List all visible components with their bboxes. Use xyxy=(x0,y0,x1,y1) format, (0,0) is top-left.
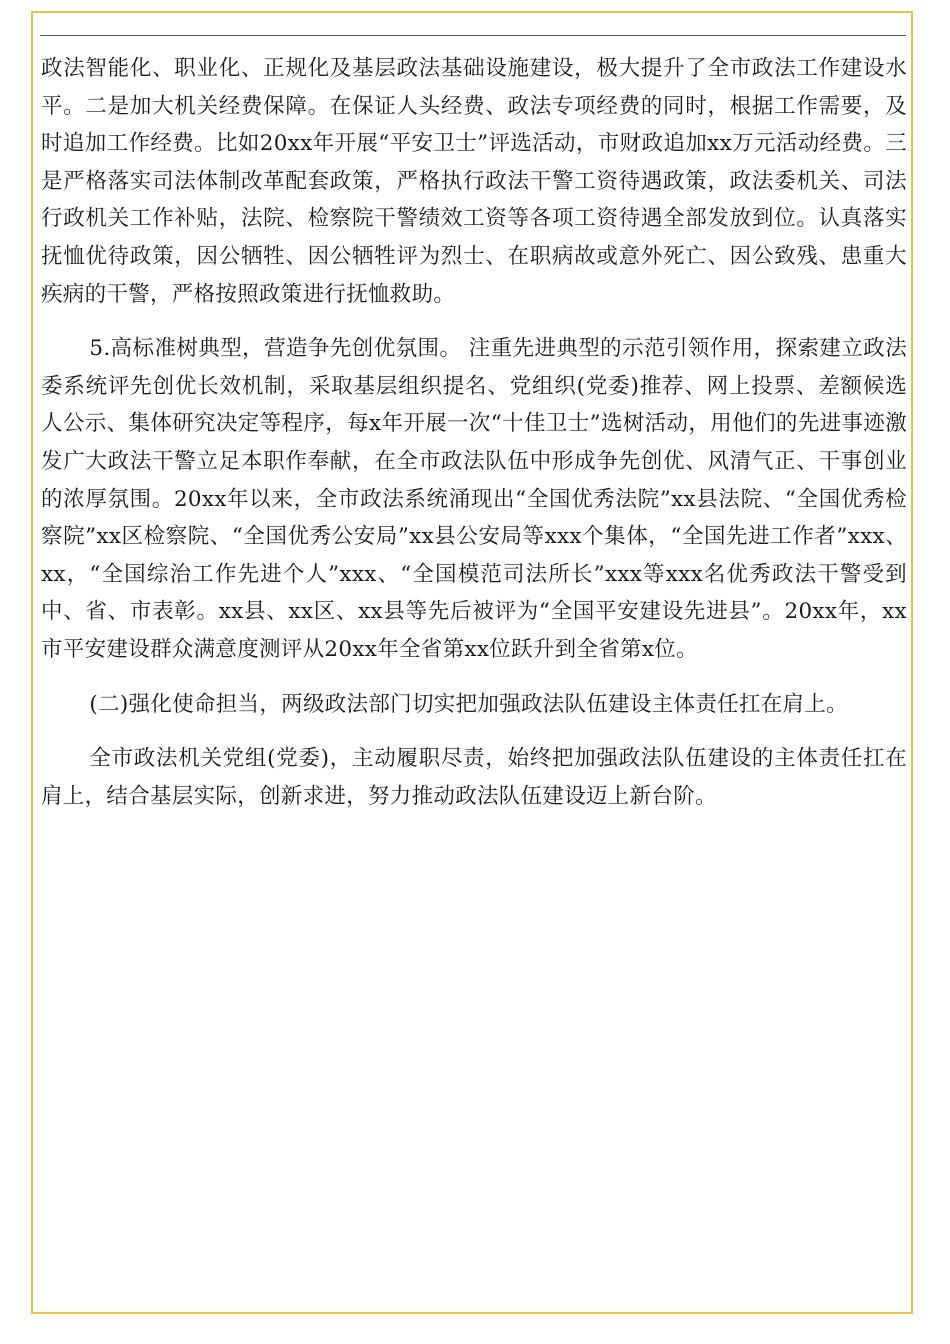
document-body xyxy=(41,50,907,815)
paragraph-responsibility: 全市政法机关党组(党委)，主动履职尽责，始终把加强政法队伍建设的主体责任扛在肩上，结合基层实际，创新求进，努力推动政法队伍建设迈上新台阶。 xyxy=(41,746,907,809)
section-heading-two: (二)强化使命担当，两级政法部门切实把加强政法队伍建设主体责任扛在肩上。 xyxy=(89,691,848,717)
paragraph-funding: 政法智能化、职业化、正规化及基层政法基础设施建设，极大提升了全市政法工作建设水平。二是加大机关经费保障。在保证人头经费、政法专项经费的同时，根据工作需要，及时追加工作经费。比如20xx年开展“平安卫士”评选活动，市财政追加xx万元活动经费。三是严格落实司法体制改革配套政策，严格执行政法干警工资待遇政策，政法委机关、司法行政机关工作补贴，法院、检察院干警绩效工资等各项工资待遇全部发放到位。认真落实抚恤优待政策，因公牺牲、因公牺牲评为烈士、在职病故或意外死亡、因公致残、患重大疾病的干警，严格按照政策进行抚恤救助。 xyxy=(41,56,907,307)
paragraph-role-models: 5.高标准树典型，营造争先创优氛围。 注重先进典型的示范引领作用，探索建立政法委系统评先创优长效机制，采取基层组织提名、党组织(党委)推荐、网上投票、差额候选人公示、集体研究决定等程序，每x年开展一次“十佳卫士”选树活动，用他们的先进事迹激发广大政法干警立足本职作奉献，在全市政法队伍中形成争先创优、风清气正、干事创业的浓厚氛围。20xx年以来，全市政法系统涌现出“全国优秀法院”xx县法院、“全国优秀检察院”xx区检察院、“全国优秀公安局”xx县公安局等xxx个集体，“全国先进工作者”xxx、xx，“全国综治工作先进个人”xxx、“全国模范司法所长”xxx等xxx名优秀政法干警受到中、省、市表彰。xx县、xx区、xx县等先后被评为“全国平安建设先进县”。20xx年，xx市平安建设群众满意度测评从20xx年全省第xx位跃升到全省第x位。 xyxy=(41,336,907,662)
header-rule xyxy=(40,35,906,36)
